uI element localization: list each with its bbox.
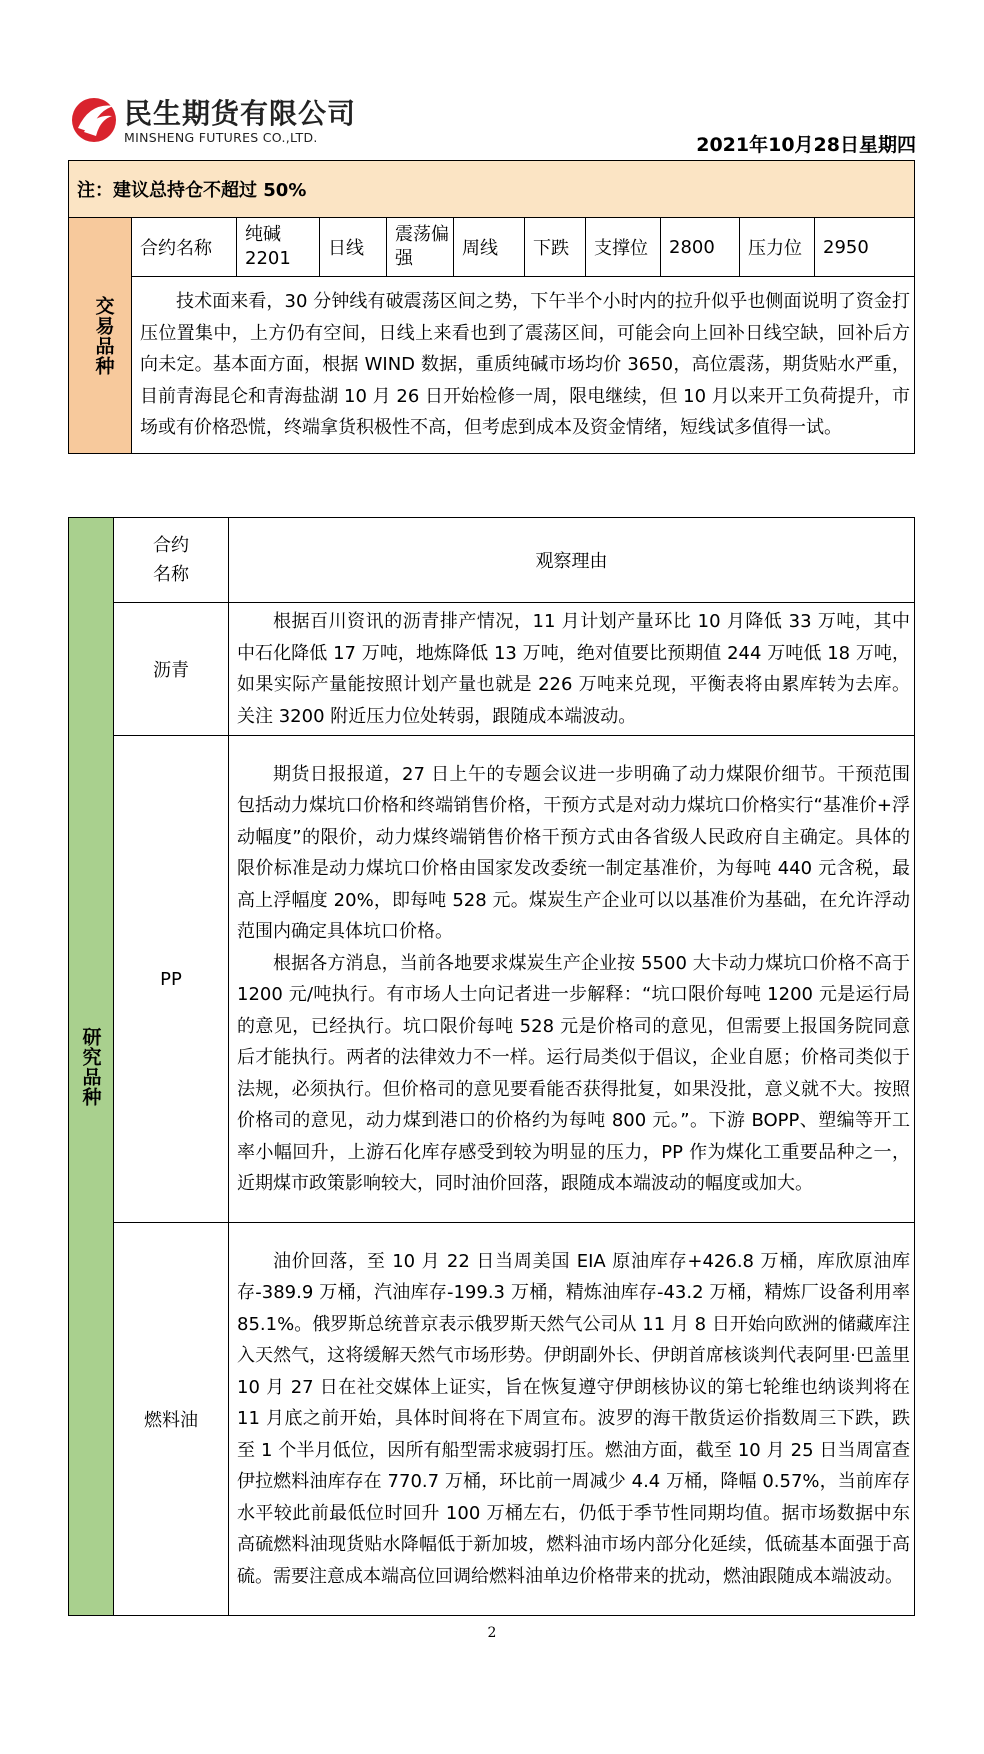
company-name-cn: 民生期货有限公司 <box>124 97 357 130</box>
field-support-value: 2800 <box>661 218 740 277</box>
reason-paragraph: 油价回落，至 10 月 22 日当周美国 EIA 原油库存+426.8 万桶，库欣原油库存-389.9 万桶，汽油库存-199.3 万桶，精炼油库存-43.2 万桶，精炼厂设备利用率 85.1%。俄罗斯总统普京表示俄罗斯天然气公司从 11 月 8 日开始向欧洲的储藏库注入天然气，这将缓解天然气市场形势。伊朗副外长、伊朗首席核谈判代表阿里·巴盖里 10 月 27 日在社交媒体上证实，旨在恢复遵守伊朗核协议的第七轮维也纳谈判将在 11 月底之前开始，具体时间将在下周宣布。波罗的海干散货运价指数周三下跌，跌至 1 个半月低位，因所有船型需求疲弱打压。燃油方面，截至 10 月 25 日当周富查伊拉燃料油库存在 770.7 万桶，环比前一周减少 4.4 万桶，降幅 0.57%，当前库存水平较此前最低位时回升 100 万桶左右，仍低于季节性同期均值。据市场数据中东高硫燃料油现货贴水降幅低于新加坡，燃料油市场内部分化延续，低硫基本面强于高硫。需要注意成本端高位回调给燃料油单边价格带来的扰动，燃油跟随成本端波动。 <box>237 1250 910 1587</box>
field-resistance-value: 2950 <box>815 218 915 277</box>
row-reason-fuel-oil <box>229 1223 915 1616</box>
field-daily-value: 震荡偏强 <box>387 218 454 277</box>
field-contract-value: 纯碱2201 <box>237 218 320 277</box>
col-header-reason: 观察理由 <box>229 518 915 603</box>
field-weekly-label: 周线 <box>454 218 525 277</box>
row-reason-pp <box>229 736 915 1223</box>
research-side-label-cell <box>69 518 114 1616</box>
trade-table <box>68 160 915 454</box>
position-note: 注：建议总持仓不超过 50% <box>69 161 915 218</box>
field-resistance-label: 压力位 <box>740 218 815 277</box>
research-side-label: 研究品种 <box>79 1026 102 1107</box>
logo-mark-icon <box>68 92 120 144</box>
row-name-pp: PP <box>114 736 229 1223</box>
trade-side-label-cell <box>69 218 132 454</box>
research-row <box>69 736 915 1223</box>
row-reason-asphalt <box>229 603 915 736</box>
field-weekly-value: 下跌 <box>525 218 586 277</box>
reason-paragraph: 根据百川资讯的沥青排产情况，11 月计划产量环比 10 月降低 33 万吨，其中中石化降低 17 万吨，地炼降低 13 万吨，绝对值要比预期值 244 万吨低 18 万吨，如果实际产量能按照计划产量也就是 226 万吨来兑现，平衡表将由累库转为去库。关注 3200 附近压力位处转弱，跟随成本端波动。 <box>237 611 910 727</box>
company-name-en: MINSHENG FUTURES CO.,LTD. <box>124 130 318 145</box>
trade-fields-row <box>69 218 915 277</box>
col-header-name <box>114 518 229 603</box>
research-table <box>68 517 915 1616</box>
field-support-label: 支撑位 <box>586 218 661 277</box>
page-number: 2 <box>487 1625 497 1641</box>
research-row <box>69 1223 915 1616</box>
research-row <box>69 603 915 736</box>
reason-paragraph: 根据各方消息，当前各地要求煤炭生产企业按 5500 大卡动力煤坑口价格不高于 1200 元/吨执行。有市场人士向记者进一步解释：“坑口限价每吨 1200 元是运行局的意见，已经执行。坑口限价每吨 528 元是价格司的意见，但需要上报国务院同意后才能执行。两者的法律效力不一样。运行局类似于倡议，企业自愿；价格司类似于法规，必须执行。但价格司的意见要看能否获得批复，如果没批，意义就不大。按照价格司的意见，动力煤到港口的价格约为每吨 800 元。”。下游 BOPP、塑编等开工率小幅回升，上游石化库存感受到较为明显的压力，PP 作为煤化工重要品种之一，近期煤市政策影响较大，同时油价回落，跟随成本端波动的幅度或加大。 <box>237 952 910 1194</box>
row-name-fuel-oil: 燃料油 <box>114 1223 229 1616</box>
field-contract-label: 合约名称 <box>132 218 237 277</box>
research-header-row <box>69 518 915 603</box>
trade-side-label: 交易品种 <box>92 295 115 376</box>
company-logo <box>68 92 358 152</box>
report-date: 2021年10月28日星期四 <box>696 134 916 156</box>
trade-analysis: 技术面来看，30 分钟线有破震荡区间之势，下午半个小时内的拉升似乎也侧面说明了资金打压位置集中，上方仍有空间，日线上来看也到了震荡区间，可能会向上回补日线空缺，回补后方向未定。基本面方面，根据 WIND 数据，重质纯碱市场均价 3650，高位震荡，期货贴水严重，目前青海昆仑和青海盐湖 10 月 26 日开始检修一周，限电继续，但 10 月以来开工负荷提升，市场或有价格恐慌，终端拿货积极性不高，但考虑到成本及资金情绪，短线试多值得一试。 <box>132 277 915 454</box>
col-header-name-text: 合约名称 <box>153 535 189 585</box>
row-name-asphalt: 沥青 <box>114 603 229 736</box>
reason-paragraph: 期货日报报道，27 日上午的专题会议进一步明确了动力煤限价细节。干预范围包括动力煤坑口价格和终端销售价格，干预方式是对动力煤坑口价格实行“基准价+浮动幅度”的限价，动力煤终端销售价格干预方式由各省级人民政府自主确定。具体的限价标准是动力煤坑口价格由国家发改委统一制定基准价，为每吨 440 元含税，最高上浮幅度 20%，即每吨 528 元。煤炭生产企业可以以基准价为基础，在允许浮动范围内确定具体坑口价格。 <box>237 763 910 942</box>
field-daily-label: 日线 <box>320 218 387 277</box>
